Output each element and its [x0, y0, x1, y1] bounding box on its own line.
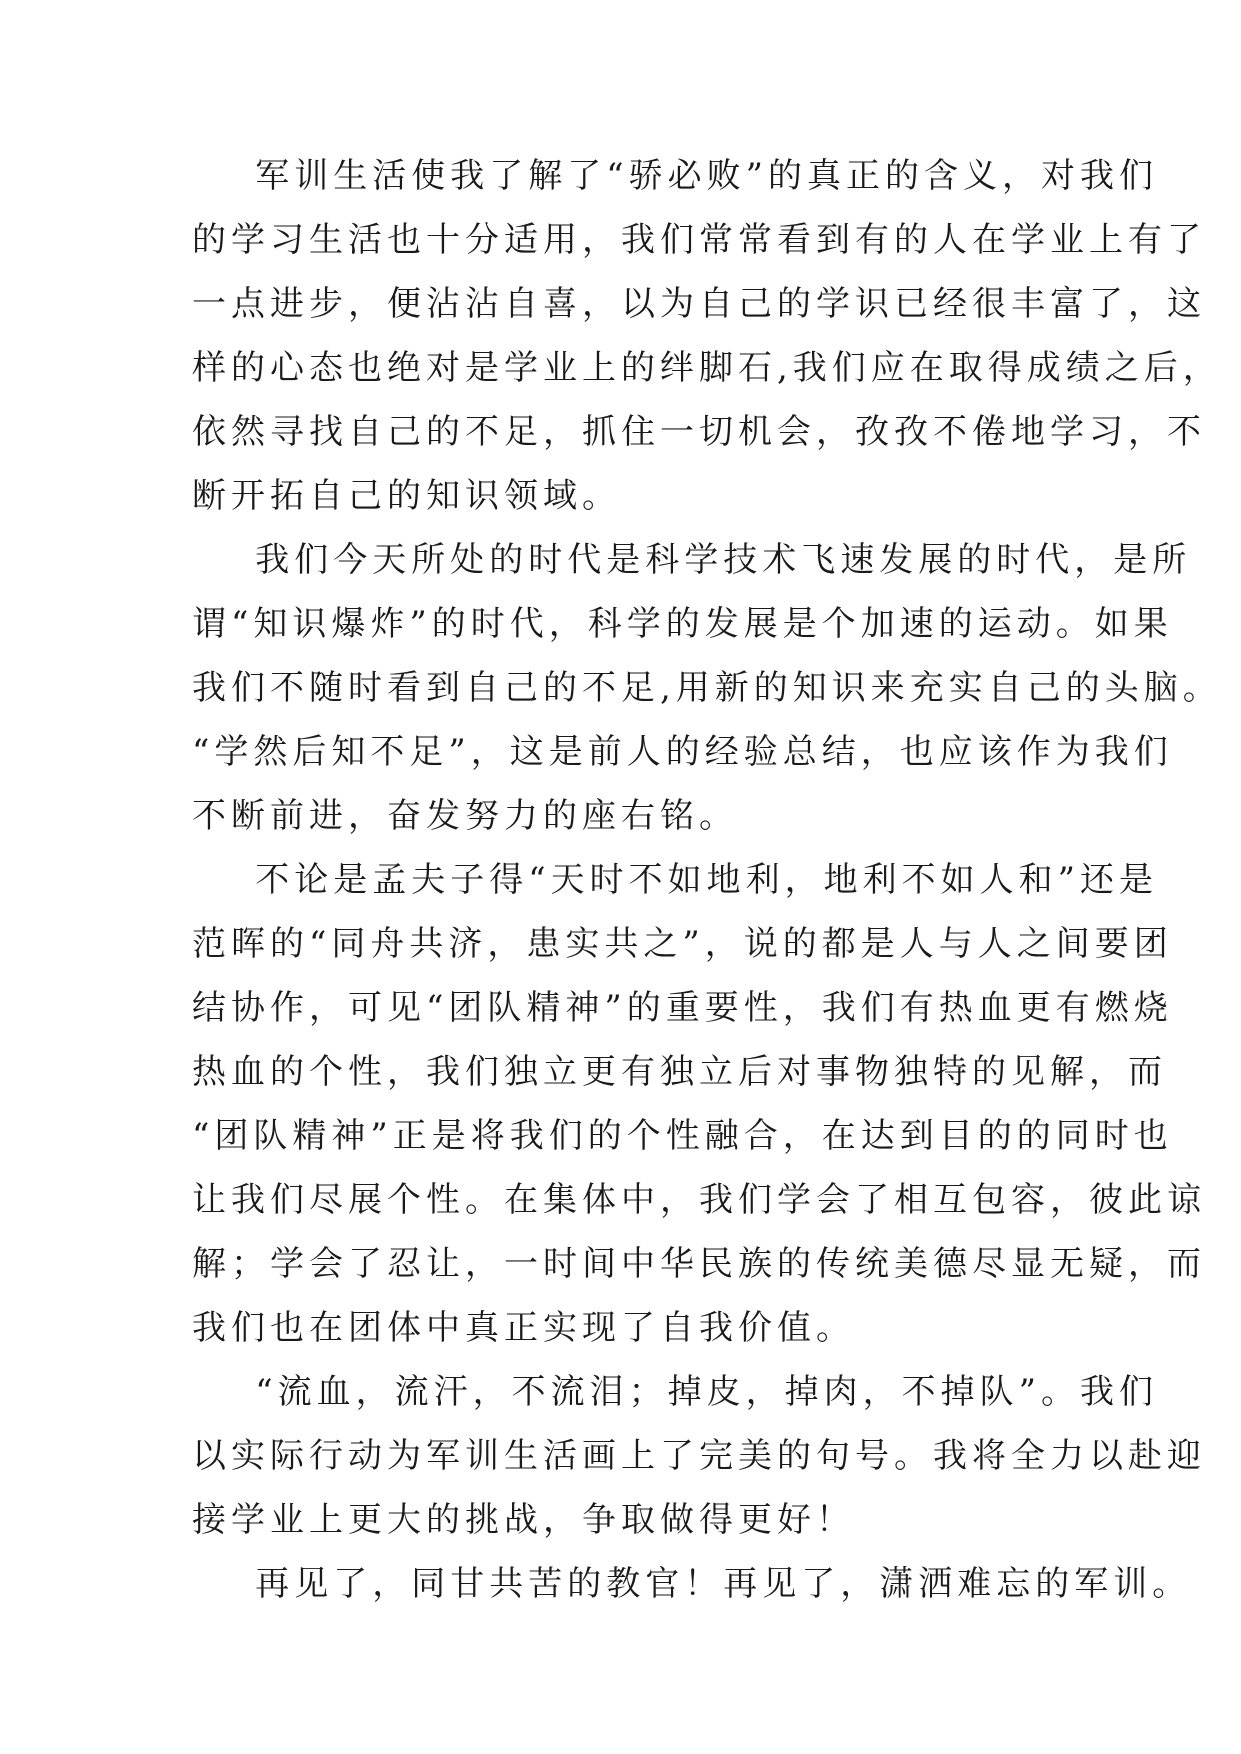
text-line: 断开拓自己的知识领域。 [192, 476, 621, 516]
text-line: 结协作，可见“团队精神”的重要性，我们有热血更有燃烧 [192, 988, 1173, 1028]
text-line: 样的心态也绝对是学业上的绊脚石,我们应在取得成绩之后， [192, 348, 1222, 388]
text-line: 我们今天所处的时代是科学技术飞速发展的时代，是所 [192, 540, 1192, 580]
text-line: 的学习生活也十分适用，我们常常看到有的人在学业上有了 [192, 220, 1206, 260]
text-line: 不论是孟夫子得“天时不如地利，地利不如人和”还是 [192, 860, 1158, 900]
text-line: 依然寻找自己的不足，抓住一切机会，孜孜不倦地学习，不 [192, 412, 1206, 452]
text-line: “团队精神”正是将我们的个性融合，在达到目的的同时也 [192, 1116, 1173, 1156]
text-line: 再见了，同甘共苦的教官！再见了，潇洒难忘的军训。 [192, 1564, 1192, 1604]
text-line: “学然后知不足”，这是前人的经验总结，也应该作为我们 [192, 732, 1173, 772]
text-line: “流血，流汗，不流泪；掉皮，掉肉，不掉队”。我们 [192, 1372, 1158, 1412]
text-line: 我们也在团体中真正实现了自我价值。 [192, 1308, 855, 1348]
text-line: 谓“知识爆炸”的时代，科学的发展是个加速的运动。如果 [192, 604, 1173, 644]
document-body [192, 144, 1222, 1616]
text-line: 让我们尽展个性。在集体中，我们学会了相互包容，彼此谅 [192, 1180, 1206, 1220]
text-line: 以实际行动为军训生活画上了完美的句号。我将全力以赴迎 [192, 1436, 1206, 1476]
text-line: 一点进步，便沾沾自喜，以为自己的学识已经很丰富了，这 [192, 284, 1206, 324]
text-line: 接学业上更大的挑战，争取做得更好！ [192, 1500, 855, 1540]
text-line: 不断前进，奋发努力的座右铭。 [192, 796, 738, 836]
text-line: 解；学会了忍让，一时间中华民族的传统美德尽显无疑，而 [192, 1244, 1206, 1284]
text-line: 军训生活使我了解了“骄必败”的真正的含义，对我们 [192, 156, 1158, 196]
text-line: 热血的个性，我们独立更有独立后对事物独特的见解，而 [192, 1052, 1167, 1092]
text-line: 范晖的“同舟共济，患实共之”，说的都是人与人之间要团 [192, 924, 1173, 964]
text-line: 我们不随时看到自己的不足,用新的知识来充实自己的头脑。 [192, 668, 1222, 708]
